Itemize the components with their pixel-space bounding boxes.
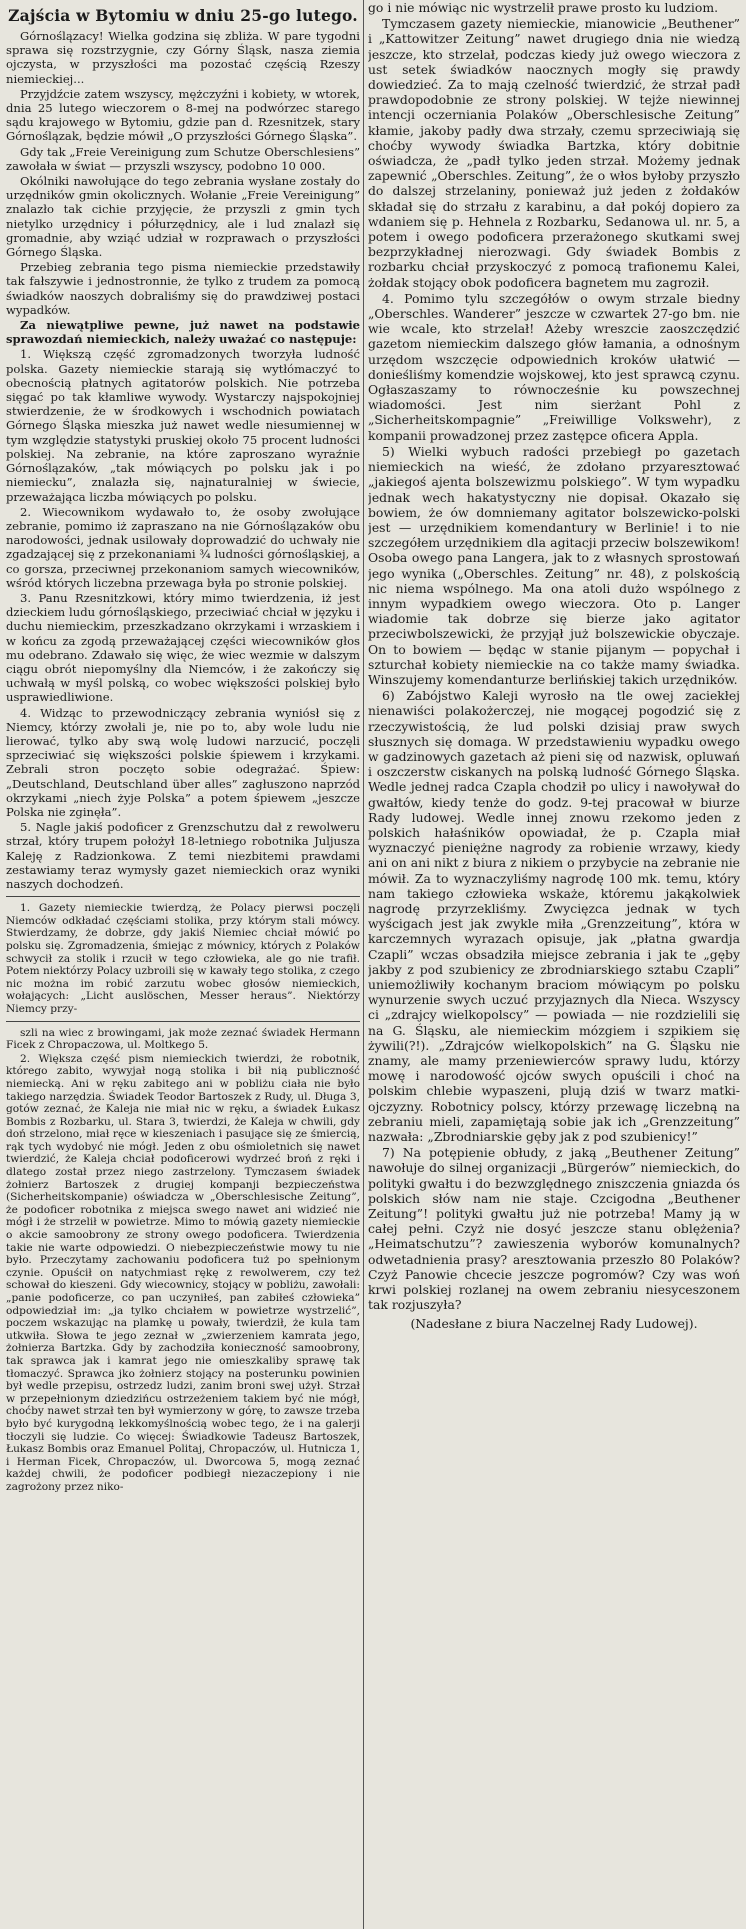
paragraph: 2. Większa część pism niemieckich twierdzi, że robotnik, którego zabito, wywyjał nogą stolika i bił nią publiczność niemiecką. Ani w ręku zabitego ani w pobliżu ciała nie było takiego narzędzia. Świadek Teodor Bartoszek z Rudy, ul. Długa 3, gotów zeznać, że Kaleja nie miał nic w ręku, a świadek Łukasz Bombis z Rozbarku, ul. Stara 3, twierdzi, że Kaleja w chwili, gdy doń strzelono, miał ręce w kieszeniach i pasujące się ze śmiercią, rąk tych wydobyć nie mógł. Jeden z obu ośmioletnich się nawet twierdzić, że Kaleja chciał podoficerowi wydrzeć broń z ręki i dlatego został przez niego zastrzelony. Tymczasem świadek żołnierz Bartoszek z drugiej kompanji bezpieczeństwa (Sicherheitskompanie) oświadcza w „Oberschlesische Zeitung”, że podoficer robotnika z miejsca swego nawet ani widzieć nie mógł i że strzelił w powietrze. Mimo to mówią gazety niemieckie o akcie samoobrony ze strony owego podoficera. Twierdzenia takie nie warte odpowiedzi. O niebezpieczeństwie mowy tu nie było. Przeczytamy zachowaniu podoficera tuż po spełnionym czynie. Opuścił on natychmiast rękę z rewolwerem, czy też schował do kieszeni. Gdy wiecownicy, stojący w pobliżu, zawołali: „panie podoficerze, co pan uczyniłeś, pan zabiłeś człowieka” odpowiedział im: „ja tylko chciałem w powietrze wystrzelić”, poczem wskazując na plamkę u powały, twierdził, że kula tam utkwiła. Słowa te jego zeznał w „zwierzeniem kamrata jego, żołnierza Bartzka. Gdy by zachodziła konieczność samoobrony, tak sprawca jak i kamrat jego nie omieszkaliby sprawę tak tłomaczyć. Sprawca jko żołnierz stojący na posterunku powinien był wedle przepisu, ostrzedz ludzi, zanim broni swej użył. Strzał w przepełnionym dziedzińcu ostrzeżeniem takiem być nie mógł, choćby nawet strzał ten był wymierzony w górę, to zawsze trzeba było być kurygodną lekkomyślnością wobec tego, że i na galerji tłoczyli się ludzie. Co więcej: Świadkowie Tadeusz Bartoszek, Łukasz Bombis oraz Emanuel Politaj, Chropaczów, ul. Hutnicza 1, i Herman Ficek, Chropaczów, ul. Dworcowa 5, mogą zeznać każdej chwili, że podoficer podbiegł niezaczepiony i nie zagrożony przez niko-	[6, 1052, 360, 1493]
paragraph: 2. Wiecownikom wydawało to, że osoby zwołujące zebranie, pomimo iż zapraszano na nie Górnoślązaków obu narodowości, jednak usilowały doprowadzić do uchwały nie zgadzającej się z przekonaniami ¾ ludności górnośląskiej, a co gorsza, przeciwnej przekonaniom samych wiecowników, wśród których liczebna przewaga była po stronie polskiej.	[6, 504, 360, 590]
section-divider	[6, 896, 360, 897]
gazety-section	[6, 902, 360, 1493]
column-rule	[363, 0, 364, 1929]
paragraph: szli na wiec z browingami, jak może zeznać świadek Hermann Ficek z Chropaczowa, ul. Moltkego 5.	[6, 1026, 360, 1052]
left-column	[6, 0, 360, 1929]
right-column	[368, 0, 740, 1929]
paragraph: go i nie mówiąc nic wystrzelił prawe prosto ku ludziom.	[368, 0, 719, 15]
paragraph: Gdy tak „Freie Vereinigung zum Schutze Oberschlesiens” zawołała w świat — przyszli wszyscy, podobno 10 000.	[6, 144, 360, 173]
paragraph: 4. Pomimo tylu szczegółów o owym strzale biedny „Oberschles. Wanderer” jeszcze w czwartek 27-go bm. nie wie wcale, kto strzelał! Ażeby wreszcie zaoszczędzić gazetom niemieckim dalszego głów łamania, a odnośnym urzędom wszczęcie odpowiednich kroków ułatwić — donieśliśmy komendzie wojskowej, kto jest sprawcą czynu. Ogłaszaszamy to równocześnie ku powszechnej wiadomości. Jest nim sierżant Pohl z „Sicherheitskompagnie” „Freiwillige Volkswehr), z kompanii prowadzonej przez zastępce oficera Appla.	[368, 290, 740, 443]
paragraph: 4. Widząc to przewodniczący zebrania wyniósł się z Niemcy, którzy zwołali je, nie po to, aby wole ludu nie lierować, tylko aby swą wolę ludowi narzucić, poczęli sprzeciwiać się większości polskie śpiewem i krzykami. Zebrali stron poczęto sobie odegrażać. Śpiew: „Deutschland, Deutschland über alles” zagłuszono naprzód okrzykami „niech żyje Polska” a potem śpiewem „jeszcze Polska nie zginęła”.	[6, 705, 360, 819]
paragraph: Przyjdźcie zatem wszyscy, mężczyźni i kobiety, w wtorek, dnia 25 lutego wieczorem o 8-mej na podwórzec starego sądu krajowego w Bytomiu, gdzie pan d. Rzesnitzek, stary Górnoślązak, będzie mówił „O przyszłości Górnego Śląska”.	[6, 86, 360, 144]
paragraph: Górnoślązacy! Wielka godzina się zbliża. W pare tygodni sprawa się rozstrzygnie, czy Górny Śląsk, nasza ziemia ojczysta, w przyszłości ma pozostać częścią Rzeszy niemieckiej...	[6, 29, 360, 86]
paragraph: 3. Panu Rzesnitzkowi, który mimo twierdzenia, iż jest dzieckiem ludu górnośląskiego, przeciwiać chciał w języku i duchu niemieckim, przeszkadzano okrzykami i wrzaskiem i w końcu za zgodą przeważającej części wiecowników głos mu odebrano. Zdawało się więc, że wiec wezmie w dalszym ciągu obrót niepomyślny dla Niemców, i że zakończy się uchwałą w myśl polską, co wobec większości polskiej było usprawiedliwione.	[6, 590, 360, 705]
paragraph: Okólniki nawołujące do tego zebrania wysłane zostały do urzędników gmin okolicznych. Wołanie „Freie Vereinigung” znalazło tak cichie przyjęcie, że przyszli z gmin tych nietylko urzędnicy i półurzędnicy, ale i lud znalazł się gromadnie, aby wziąć udział w rozprawach o przyszłości Górnego Śląska.	[6, 174, 360, 260]
article-intro	[6, 29, 360, 891]
paragraph: 5. Nagle jakiś podoficer z Grenzschutzu dał z rewolweru strzał, który trupem położył 18-letniego robotnika Juljusza Kaleję z Radzionkowa. Z temi niezbitemi prawdami zestawiamy teraz wymysły gazet niemieckich oraz wyniki naszych dochodzeń.	[6, 820, 360, 891]
section-divider	[6, 1021, 360, 1022]
paragraph: 5) Wielki wybuch radości przebiegł po gazetach niemieckich na wieść, że zdołano przyaresztować „jakiegoś ajenta bolszewizmu polskiego”. W tym wypadku jednak wech hakatystyczny nie dopisał. Okazało się bowiem, że ów domniemany agitator bolszewicko-polski jest — urzędnikiem komendantury w Berlinie! i to nie szczegółem urzędnikiem dla agitacji przeciw bolszewikom! Osoba owego pana Langera, jak to z własnych sprostowań jego wynika („Oberschles. Zeitung” nr. 48), z polskością nic niema wspólnego. Ma ona atoli dużo wspólnego z innym wypadkiem owego wieczora. Oto p. Langer wiadomie tak dobrze się bierze jako agitator przeciwbolszewicki, że przyjął już bolszewickie obyczaje. On to bowiem — będąc w stanie pijanym — popychał i szturchał kobiety niemieckie na co także mamy świadka. Winszujemy komendanturze berlińskiej takich urzędników.	[368, 443, 740, 687]
paragraph: Przebieg zebrania tego pisma niemieckie przedstawiły tak fałszywie i jednostronnie, że tylko z trudem za pomocą świadków naoszych dobraliśmy się do prawdziwej postaci wypadków.	[6, 260, 360, 317]
lower-continuation	[368, 688, 740, 1332]
paragraph: Za niewątpliwe pewne, już nawet na podstawie sprawozdań niemieckich, należy uważać co następuje:	[6, 318, 360, 347]
article-title: Zajścia w Bytomiu w dniu 25-go lutego.	[8, 6, 358, 25]
paragraph: 6) Zabójstwo Kaleji wyrosło na tle owej zaciekłej nienawiści polakożerczej, nie mogącej pogodzić się z rzeczywistością, że lud polski dzisiaj praw swych słusznych się domaga. W przedstawieniu wypadku owego w gadzinowych gazetach aż pieni się od nazwisk, opluwań i oszczerstw ciskanych na polską ludność Górnego Śląska. Wedle jednej radca Czapla chodził po ulicy i nawoływał do gwałtów, kiedy tenże do godz. 9-tej pracował w biurze Rady ludowej. Wedle innej znowu rzekomo jeden z polskich hałaśników opowiadał, że p. Czapla miał wyznaczyć pieniężne nagrody za robienie wrzawy, kiedy ani on ani nikt z biura z nikiem o przybycie na zebranie nie mówił. Za to wyznaczyliśmy nagrodę 100 mk. temu, który nam takiego człowieka wskaże, któremu jakąkolwiek nagrodę przyrzekliśmy. Zwycięzca jednak w tych wyścigach jest jak zwykle miła „Grenzzeitung”, która w karczemnych wyrazach opisuje, jak „płatna gwardja Czapli” wczas obsadziła miejsce zebrania i jak te „gęby jakby z pod szubienicy ze zbrodniarskiego sztabu Czapli” uniemożliwiły kochanym braciom mówiącym po polsku wynurzenie swych uczuć przyjaznych dla Nieca. Wszyscy ci „zdrajcy wielkopolscy” — powiada — nie rozdzielili się na G. Śląsku, ale niemieckim mózgiem i szpikiem się żywili(?!). „Zdrajców wielkopolskich” na G. Śląsku nie znamy, ale mamy przeniewierców sprawy ludu, którzy mowę i narodowość ojców swych opuścili i choć na polskim chlebie wypaszeni, plują dziś w twarz matki-ojczyzny. Robotnicy polscy, którzy przewagę liczebną na zebraniu mieli, zapamiętają sobie jak ich „Grenzzeitung” nazwała: „Zbrodniarskie gęby jak z pod szubienicy!”	[368, 688, 740, 1145]
paragraph: 7) Na potępienie obłudy, z jaką „Beuthener Zeitung” nawołuje do silnej organizacji „Bürgerów” niemieckich, do polityki gwałtu i do bezwzględnego zniszczenia gniazda ós polskich słów nam nie staje. Czcigodna „Beuthener Zeitung”! polityki gwałtu już nie potrzeba! Mamy ją w całej pełni. Czyż nie dosyć jeszcze stanu oblężenia? „Heimatschutzu”? zawieszenia wyborów komunalnych? odwetadnienia prasy? aresztowania przeszło 80 Polaków? Czyż Panowie chcecie jeszcze pogromów? Czy was woń krwi polskiej rozlanej na owem zebraniu niesyceszonem tak rozjuszyła?	[368, 1145, 740, 1313]
paragraph: 1. Większą część zgromadzonych tworzyła ludność polska. Gazety niemieckie starają się wytłómaczyć to obecnością płatnych agitatorów polskich. Nie potrzeba sięgać po tak kłamliwe wywody. Wystarczy najspokojniej stwierdzenie, że w środkowych i wschodnich powiatach Górnego Śląska mieszka już nawet wedle niesumiennej w tym względzie statystyki pruskiej około 75 procent ludności polskiej. Na zebranie, na które zaproszano wyraźnie Górnoślązaków, „tak mówiących po polsku jak i po niemiecku”, znalazła się, najnaturalniej w świecie, przeważająca liczba mówiących po polsku.	[6, 347, 360, 504]
paragraph: Tymczasem gazety niemieckie, mianowicie „Beuthener” i „Kattowitzer Zeitung” nawet drugiego dnia nie wiedzą jeszcze, kto strzelał, podczas kiedy już owego wieczora z ust setek świadków naocznych mogły się prawdy dowiedzieć. Za to mają czelność twierdzić, że strzał padł prawdopodobnie ze strony polskiej. W tejże niewinnej intencji oczerniania Polaków „Oberschlesische Zeitung” kłamie, jakoby padły dwa strzały, czemu sprzeciwiają się choćby wywody świadka Bartzka, który dobitnie oświadcza, że „padł tylko jeden strzał. Możemy jednak zapewnić „Oberschles. Zeitung”, że o włos byłoby przyszło do dalszej strzelaniny, ponieważ już jeden z żołdaków składał się do strzału z karabinu, a dał pokój dopiero za wdaniem się p. Hehnela z Rozbarku, Sedanowa ul. nr. 5, a potem i owego podoficera przerażonego skutkami swej bezprzykładnej nierozwagi. Gdy świadek Bombis z rozbarku chciał przyskoczyć z pomocą trafionemu Kalei, żołdak stojący obok podoficera bagnetem mu zagroził.	[368, 16, 740, 290]
paragraph: 1. Gazety niemieckie twierdzą, że Polacy pierwsi poczęli Niemców odkładać częściami stolika, przy którym stali mówcy. Stwierdzamy, że dobrze, gdy jakiś Niemiec chciał mówić po polsku się. Zgromadzenia, śmiejąc z mównicy, których z Polaków schwycił za stolik i rzucił w tego człowieka, ale go nie trafił. Potem niektórzy Polacy uzbroili się w kawały tego stolika, z czego nic można im robić zarzutu wobec głosów niemieckich, wołających: „Licht auslöschen, Messer heraus”. Niektórzy Niemcy przy-	[6, 902, 360, 1015]
continuation	[368, 0, 740, 687]
signature: (Nadesłane z biura Naczelnej Rady Ludowej).	[410, 1316, 698, 1332]
